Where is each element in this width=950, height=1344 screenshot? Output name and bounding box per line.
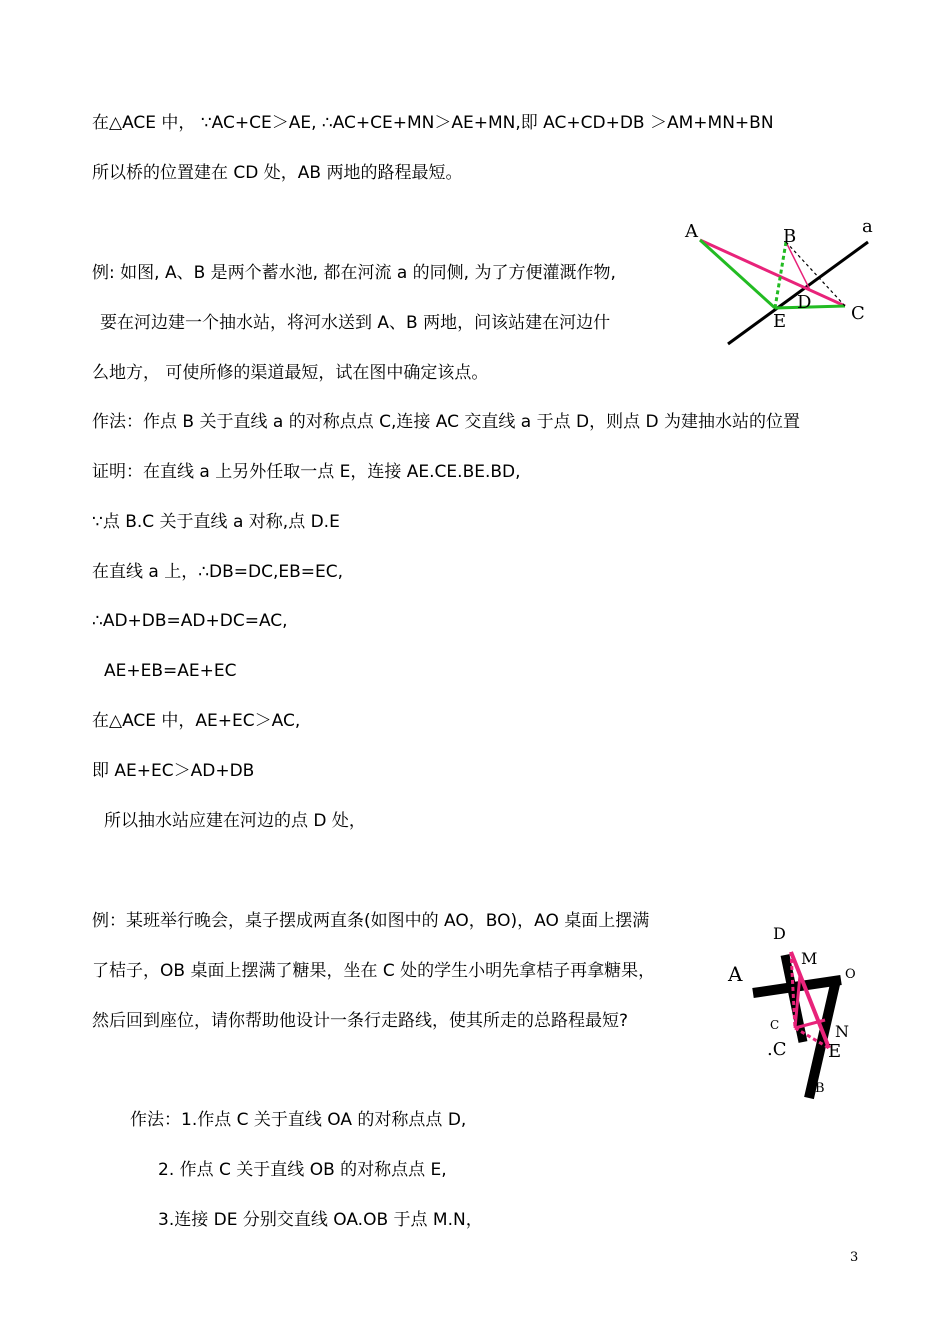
label-d-point: D	[773, 924, 786, 943]
example1-text: 要在河边建一个抽水站，将河水送到 A、B 两地，问该站建在河边什	[100, 313, 611, 333]
proof-line: 在直线 a 上，∴DB=DC,EB=EC,	[92, 562, 344, 582]
label-b-point: B	[783, 226, 797, 247]
table-vertical	[785, 955, 803, 1042]
proof-line: 在△ACE 中，AE+EC＞AC,	[92, 711, 301, 731]
label-line-a: a	[862, 216, 873, 237]
example2-text: 例：某班举行晚会，桌子摆成两直条(如图中的 AO，BO)，AO 桌面上摆满	[92, 911, 650, 931]
label-o-point: O	[845, 967, 856, 982]
label-m-point: M	[801, 949, 818, 968]
segment-bd	[786, 242, 810, 290]
example2-text: 了桔子，OB 桌面上摆满了糖果，坐在 C 处的学生小明先拿桔子再拿糖果，	[92, 961, 656, 981]
label-n-point: N	[835, 1022, 849, 1041]
proof-line: 证明：在直线 a 上另外任取一点 E，连接 AE.CE.BE.BD,	[92, 462, 521, 482]
proof-line: ∵点 B.C 关于直线 a 对称,点 D.E	[92, 512, 340, 532]
label-c-small: C	[770, 1018, 780, 1032]
proof-line: AE+EB=AE+EC	[104, 661, 237, 681]
label-c-point: .C	[767, 1039, 787, 1060]
table-candy-figure	[725, 920, 865, 1100]
label-e-point: E	[828, 1041, 842, 1062]
proof-line: 所以抽水站应建在河边的点 D 处，	[104, 811, 366, 831]
label-a-point: A	[728, 962, 743, 986]
label-b-point: B	[815, 1081, 825, 1096]
example1-text: 么地方， 可使所修的渠道最短，试在图中确定该点。	[92, 363, 489, 383]
label-d-point: D	[797, 292, 812, 313]
text-line: 在△ACE 中， ∵AC+CE＞AE, ∴AC+CE+MN＞AE+MN,即 AC+CD+DB ＞AM+MN+BN	[92, 113, 774, 133]
segment-ae	[700, 240, 775, 308]
step-line: 2. 作点 C 关于直线 OB 的对称点点 E,	[158, 1160, 447, 1180]
proof-line: ∴AD+DB=AD+DC=AC,	[92, 611, 288, 631]
example1-text: 例: 如图, A、B 是两个蓄水池, 都在河流 a 的同侧, 为了方便灌溉作物,	[92, 263, 616, 283]
page-number: 3	[850, 1250, 859, 1265]
proof-line: 即 AE+EC＞AD+DB	[92, 761, 255, 781]
text-line: 所以桥的位置建在 CD 处，AB 两地的路程最短。	[92, 163, 463, 183]
step-line: 3.连接 DE 分别交直线 OA.OB 于点 M.N，	[158, 1210, 483, 1230]
label-c-point: C	[851, 303, 865, 324]
example2-text: 然后回到座位，请你帮助他设计一条行走路线，使其所走的总路程最短?	[92, 1011, 629, 1031]
example1-method: 作法：作点 B 关于直线 a 的对称点点 C,连接 AC 交直线 a 于点 D，则点 D 为建抽水站的位置	[92, 412, 800, 432]
step-line: 作法：1.作点 C 关于直线 OA 的对称点点 D,	[130, 1110, 467, 1130]
label-e-point: E	[773, 311, 787, 332]
river-pump-figure	[680, 210, 880, 355]
label-a-point: A	[685, 221, 698, 242]
